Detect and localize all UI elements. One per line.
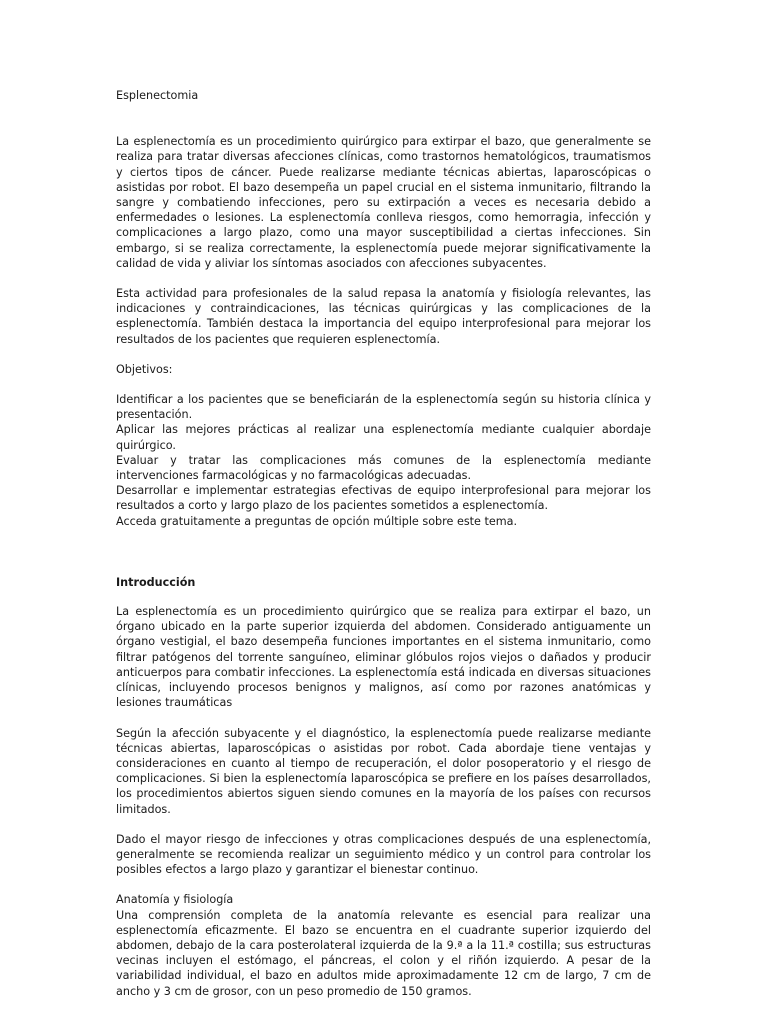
introduction-heading: Introducción (116, 575, 196, 589)
anatomy-heading: Anatomía y fisiología (116, 893, 234, 907)
intro-paragraph-1: La esplenectomía es un procedimiento quirúrgico que se realiza para extirpar el bazo, un órgano ubicado en la parte superior izquierda del abdomen. Considerado antiguamente un órgano vestigial, el bazo desempeña funciones importantes en el sistema inmunitario, como filtrar patógenos del torrente sanguíneo, eliminar glóbulos rojos viejos o dañados y producir anticuerpos para combatir infecciones. La esplenectomía está indicada en diversas situaciones clínicas, incluyendo procesos benignos y malignos, así como por razones anatómicas y lesiones traumáticas (116, 605, 651, 710)
objective-item: Aplicar las mejores prácticas al realizar una esplenectomía mediante cualquier abordaje quirúrgico. (116, 423, 651, 452)
abstract-paragraph-1: La esplenectomía es un procedimiento quirúrgico para extirpar el bazo, que generalmente se realiza para tratar diversas afecciones clínicas, como trastornos hematológicos, traumatismos y ciertos tipos de cáncer. Puede realizarse mediante técnicas abiertas, laparoscópicas o asistidas por robot. El bazo desempeña un papel crucial en el sistema inmunitario, filtrando la sangre y combatiendo infecciones, pero su extirpación a veces es necesaria debido a enfermedades o lesiones. La esplenectomía conlleva riesgos, como hemorragia, infección y complicaciones a largo plazo, como una mayor susceptibilidad a ciertas infecciones. Sin embargo, si se realiza correctamente, la esplenectomía puede mejorar significativamente la calidad de vida y aliviar los síntomas asociados con afecciones subyacentes. (116, 135, 651, 270)
objective-item: Desarrollar e implementar estrategias efectivas de equipo interprofesional para mejorar los resultados a corto y largo plazo de los pacientes sometidos a esplenectomía. (116, 484, 651, 513)
document-page (116, 88, 651, 1014)
objective-item: Evaluar y tratar las complicaciones más comunes de la esplenectomía mediante intervenciones farmacológicas y no farmacológicas adecuadas. (116, 453, 651, 483)
objectives-heading: Objetivos: (116, 362, 173, 376)
intro-paragraph-3: Dado el mayor riesgo de infecciones y otras complicaciones después de una esplenectomía, generalmente se recomienda realizar un seguimiento médico y un control para controlar los posibles efectos a largo plazo y garantizar el bienestar continuo. (116, 832, 651, 877)
objective-item: Acceda gratuitamente a preguntas de opción múltiple sobre este tema. (116, 514, 518, 528)
abstract-paragraph-2: Esta actividad para profesionales de la salud repasa la anatomía y fisiología relevantes, las indicaciones y contraindicaciones, las técnicas quirúrgicas y las complicaciones de la esplenectomía. También destaca la importancia del equipo interprofesional para mejorar los resultados de los pacientes que requieren esplenectomía. (116, 287, 651, 346)
intro-paragraph-2: Según la afección subyacente y el diagnóstico, la esplenectomía puede realizarse mediante técnicas abiertas, laparoscópicas o asistidas por robot. Cada abordaje tiene ventajas y consideraciones en cuanto al tiempo de recuperación, el dolor posoperatorio y el riesgo de complicaciones. Si bien la esplenectomía laparoscópica se prefiere en los países desarrollados, los procedimientos abiertos siguen siendo comunes en la mayoría de los países con recursos limitados. (116, 726, 651, 816)
objective-item: Identificar a los pacientes que se beneficiarán de la esplenectomía según su historia clínica y presentación. (116, 393, 651, 422)
objectives-list (116, 392, 651, 529)
anatomy-paragraph-1: Una comprensión completa de la anatomía relevante es esencial para realizar una esplenectomía eficazmente. El bazo se encuentra en el cuadrante superior izquierdo del abdomen, debajo de la cara posterolateral izquierda de la 9.ª a la 11.ª costilla; sus estructuras vecinas incluyen el estómago, el páncreas, el colon y el riñón izquierdo. A pesar de la variabilidad individual, el bazo en adultos mide aproximadamente 12 cm de largo, 7 cm de ancho y 3 cm de grosor, con un peso promedio de 150 gramos. (116, 908, 651, 998)
document-title: Esplenectomia (116, 89, 199, 102)
